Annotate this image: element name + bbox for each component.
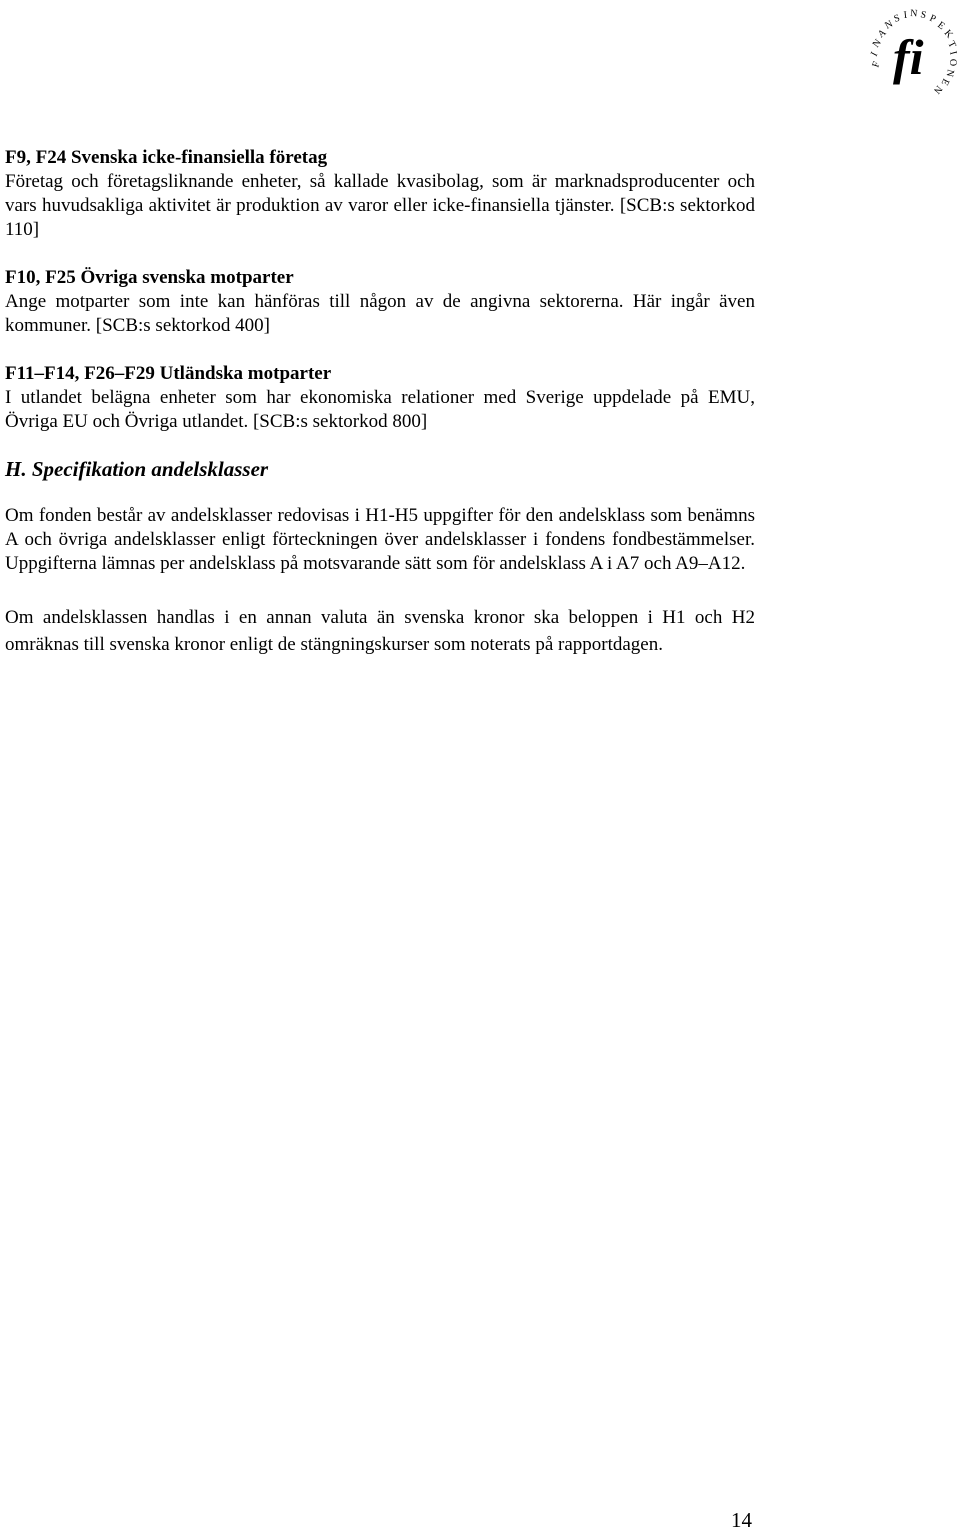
svg-text:F: F bbox=[870, 60, 883, 69]
svg-text:I: I bbox=[903, 9, 908, 21]
svg-text:N: N bbox=[909, 8, 918, 20]
finansinspektionen-logo bbox=[862, 2, 959, 96]
svg-text:N: N bbox=[943, 68, 956, 78]
svg-text:fi: fi bbox=[893, 29, 924, 85]
svg-text:N: N bbox=[931, 83, 945, 96]
svg-text:I: I bbox=[947, 50, 959, 56]
section-h-paragraph-2: Om andelsklassen handlas i en annan valuta än svenska kronor ska beloppen i H1 och H2 omräknas till svenska kronor enligt de stängningskurser som noterats på rapportdagen. bbox=[5, 607, 755, 655]
svg-text:E: E bbox=[935, 19, 947, 33]
section-heading-f11: F11–F14, F26–F29 Utländska motparter bbox=[5, 363, 332, 384]
svg-text:I: I bbox=[868, 50, 881, 59]
section-title-h: H. Specifikation andelsklasser bbox=[5, 457, 269, 481]
svg-text:A: A bbox=[875, 27, 889, 41]
section-body-f9: Företag och företagsliknande enheter, så kallade kvasibolag, som är marknadsproducenter och vars huvudsakliga aktivitet är produktion av varor eller icke-finansiella tjänster. [SCB:s sektorkod 110] bbox=[5, 171, 755, 240]
svg-text:N: N bbox=[883, 18, 895, 32]
svg-text:S: S bbox=[919, 9, 928, 22]
svg-text:K: K bbox=[941, 27, 955, 41]
section-body-f11: I utlandet belägna enheter som har ekonomiska relationer med Sverige uppdelade på EMU, Övriga EU och Övriga utlandet. [SCB:s sektorkod 800] bbox=[5, 387, 755, 432]
section-heading-f9: F9, F24 Svenska icke-finansiella företag bbox=[5, 147, 328, 168]
section-h-paragraph-1: Om fonden består av andelsklasser redovisas i H1-H5 uppgifter för den andelsklass som benämns A och övriga andelsklasser enligt förteckningen över andelsklasser i fondens fondbestämmelser. Uppgifterna lämnas per andelsklass på motsvarande sätt som för andelsklass A i A7 och A9–A12. bbox=[5, 505, 755, 574]
section-heading-f10: F10, F25 Övriga svenska motparter bbox=[5, 267, 294, 288]
svg-text:P: P bbox=[927, 12, 938, 26]
document-body bbox=[5, 146, 755, 658]
svg-text:N: N bbox=[870, 37, 884, 50]
page-number: 14 bbox=[731, 1508, 752, 1532]
svg-text:E: E bbox=[938, 76, 952, 87]
svg-text:S: S bbox=[892, 12, 902, 25]
section-body-f10: Ange motparter som inte kan hänföras till någon av de angivna sektorerna. Här ingår även kommuner. [SCB:s sektorkod 400] bbox=[5, 291, 755, 336]
svg-text:T: T bbox=[945, 39, 958, 50]
svg-text:O: O bbox=[947, 58, 959, 67]
